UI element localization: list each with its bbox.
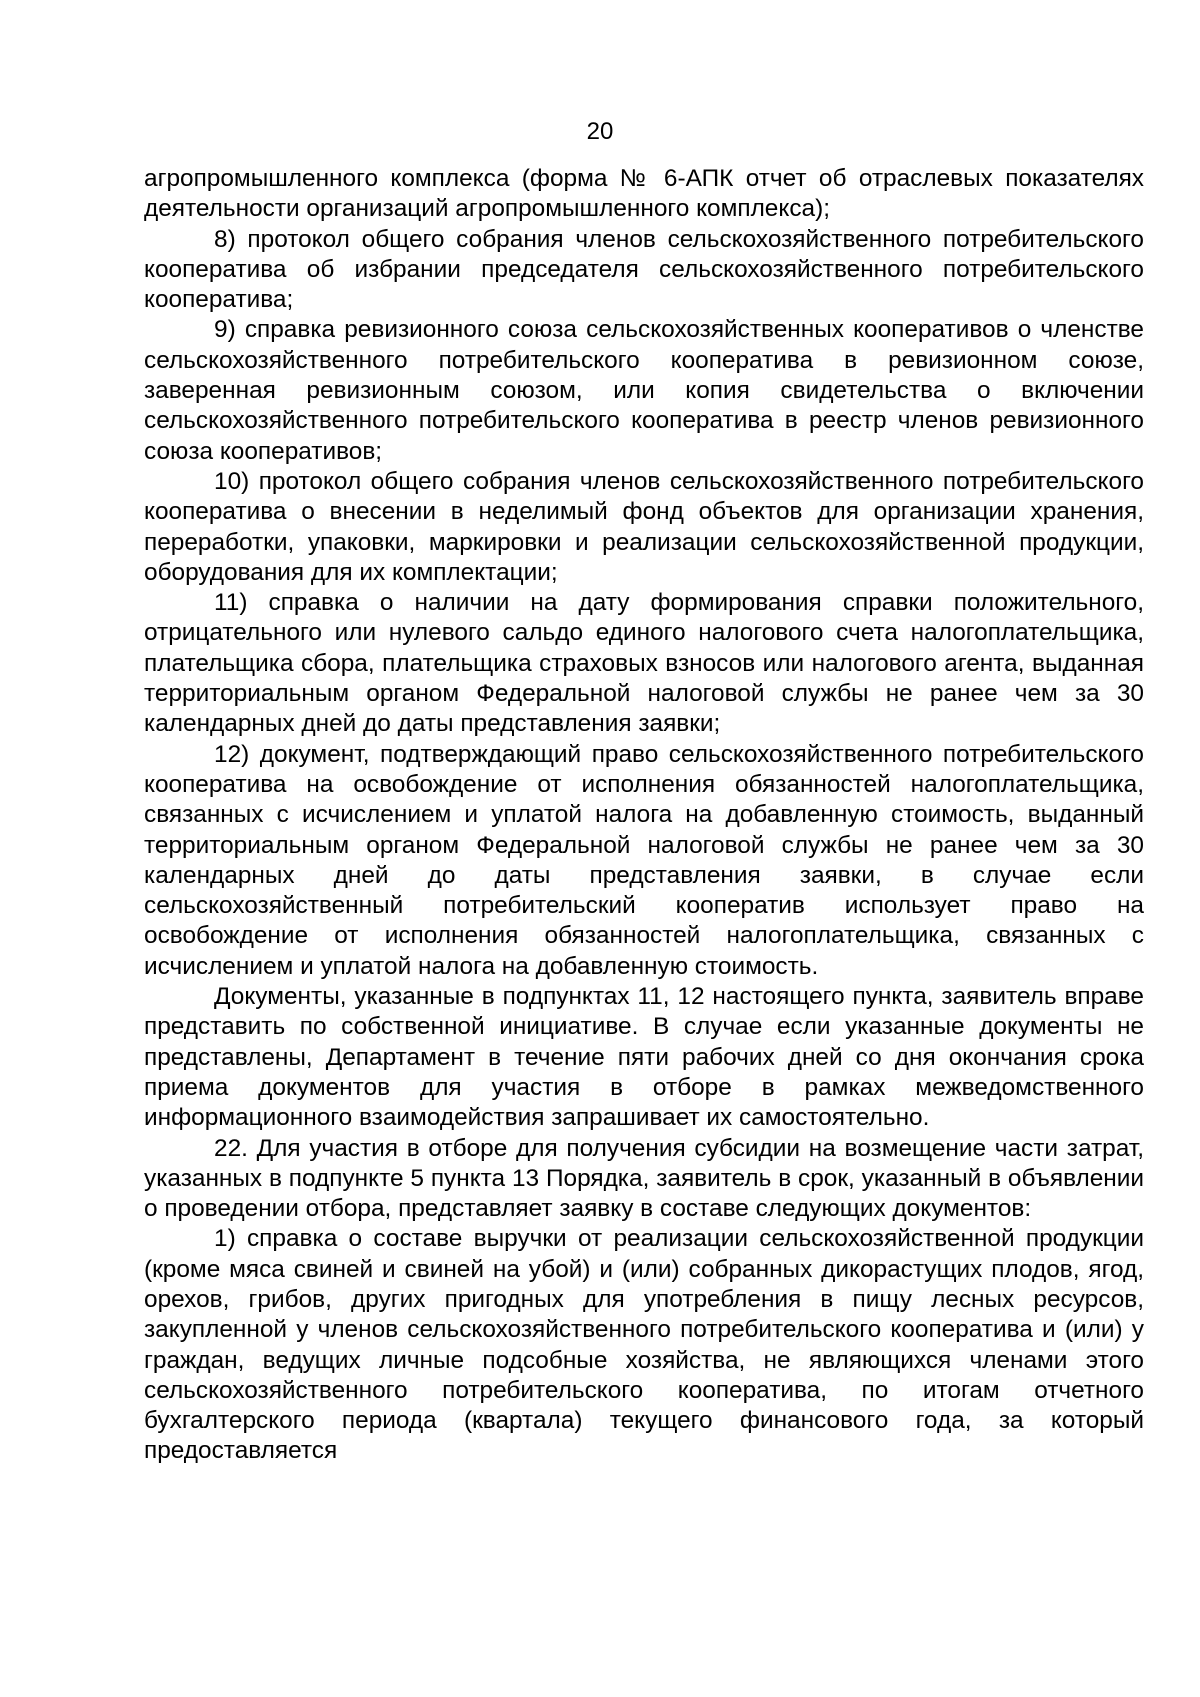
paragraph-continuation: агропромышленного комплекса (форма № 6-АПК отчет об отраслевых показателях деятельности организаций агропромышленного комплекса); <box>144 165 1144 223</box>
paragraph-item-10: 10) протокол общего собрания членов сельскохозяйственного потребительского кооператива о внесении в неделимый фонд объектов для организации хранения, переработки, упаковки, маркировки и реализации сельскохозяйственной продукции, оборудования для их комплектации; <box>144 467 1144 586</box>
paragraph-item-8: 8) протокол общего собрания членов сельскохозяйственного потребительского кооператива об избрании председателя сельскохозяйственного потребительского кооператива; <box>144 225 1144 314</box>
paragraph-item-1: 1) справка о составе выручки от реализации сельскохозяйственной продукции (кроме мяса свиней и свиней на убой) и (или) собранных дикорастущих плодов, ягод, орехов, грибов, других пригодных для употребления в пищу лесных ресурсов, закупленной у членов сельскохозяйственного потребительского кооператива и (или) у граждан, ведущих личные подсобные хозяйства, не являющихся членами этого сельскохозяйственного потребительского кооператива, по итогам отчетного бухгалтерского периода (квартала) текущего финансового года, за который предоставляется <box>144 1225 1144 1465</box>
paragraph-item-9: 9) справка ревизионного союза сельскохозяйственных кооперативов о членстве сельскохозяйственного потребительского кооператива в ревизионном союзе, заверенная ревизионным союзом, или копия свидетельства о включении сельскохозяйственного потребительского кооператива в реестр членов ревизионного союза кооперативов; <box>144 316 1144 465</box>
page-number: 20 <box>586 118 614 145</box>
paragraph-documents-note: Документы, указанные в подпунктах 11, 12 настоящего пункта, заявитель вправе представить по собственной инициативе. В случае если указанные документы не представлены, Департамент в течение пяти рабочих дней со дня окончания срока приема документов для участия в отборе в рамках межведомственного информационного взаимодействия запрашивает их самостоятельно. <box>144 983 1144 1132</box>
paragraph-item-11: 11) справка о наличии на дату формирования справки положительного, отрицательного или нулевого сальдо единого налогового счета налогоплательщика, плательщика сбора, плательщика страховых взносов или налогового агента, выданная территориальным органом Федеральной налоговой службы не ранее чем за 30 календарных дней до даты представления заявки; <box>144 589 1144 738</box>
paragraph-item-12: 12) документ, подтверждающий право сельскохозяйственного потребительского кооператива на освобождение от исполнения обязанностей налогоплательщика, связанных с исчислением и уплатой налога на добавленную стоимость, выданный территориальным органом Федеральной налоговой службы не ранее чем за 30 календарных дней до даты представления заявки, в случае если сельскохозяйственный потребительский кооператив использует право на освобождение от исполнения обязанностей налогоплательщика, связанных с исчислением и уплатой налога на добавленную стоимость. <box>144 740 1144 980</box>
paragraph-section-22: 22. Для участия в отборе для получения субсидии на возмещение части затрат, указанных в подпункте 5 пункта 13 Порядка, заявитель в срок, указанный в объявлении о проведении отбора, представляет заявку в составе следующих документов: <box>144 1134 1144 1223</box>
document-body <box>144 164 1144 1467</box>
